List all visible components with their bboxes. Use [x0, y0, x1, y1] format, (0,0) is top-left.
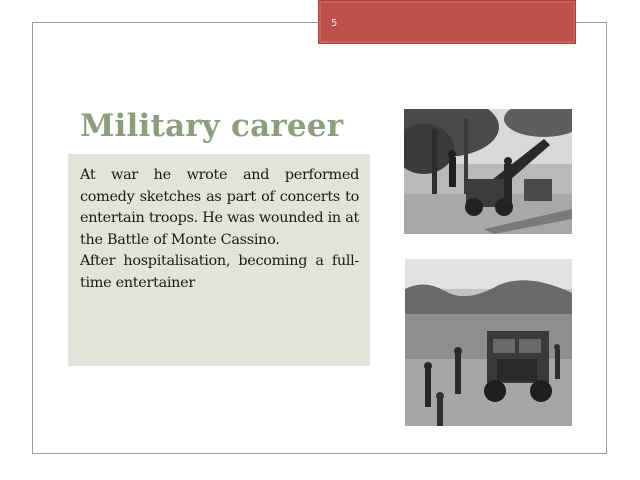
artillery-photo — [404, 109, 572, 234]
page-number-tab — [318, 0, 576, 44]
truck-photo-image — [405, 259, 572, 426]
body-paragraph-2: After hospitalisation, becoming a full-time entertainer — [80, 253, 359, 291]
truck-photo — [405, 259, 572, 426]
artillery-photo-image — [404, 109, 572, 234]
body-paragraph-1: At war he wrote and performed comedy sketches as part of concerts to entertain troops. He was wounded in at the Battle of Monte Cassino. — [80, 167, 359, 248]
page-number: 5 — [331, 18, 338, 29]
slide-title: Military career — [80, 108, 344, 144]
body-text-box — [68, 154, 370, 366]
